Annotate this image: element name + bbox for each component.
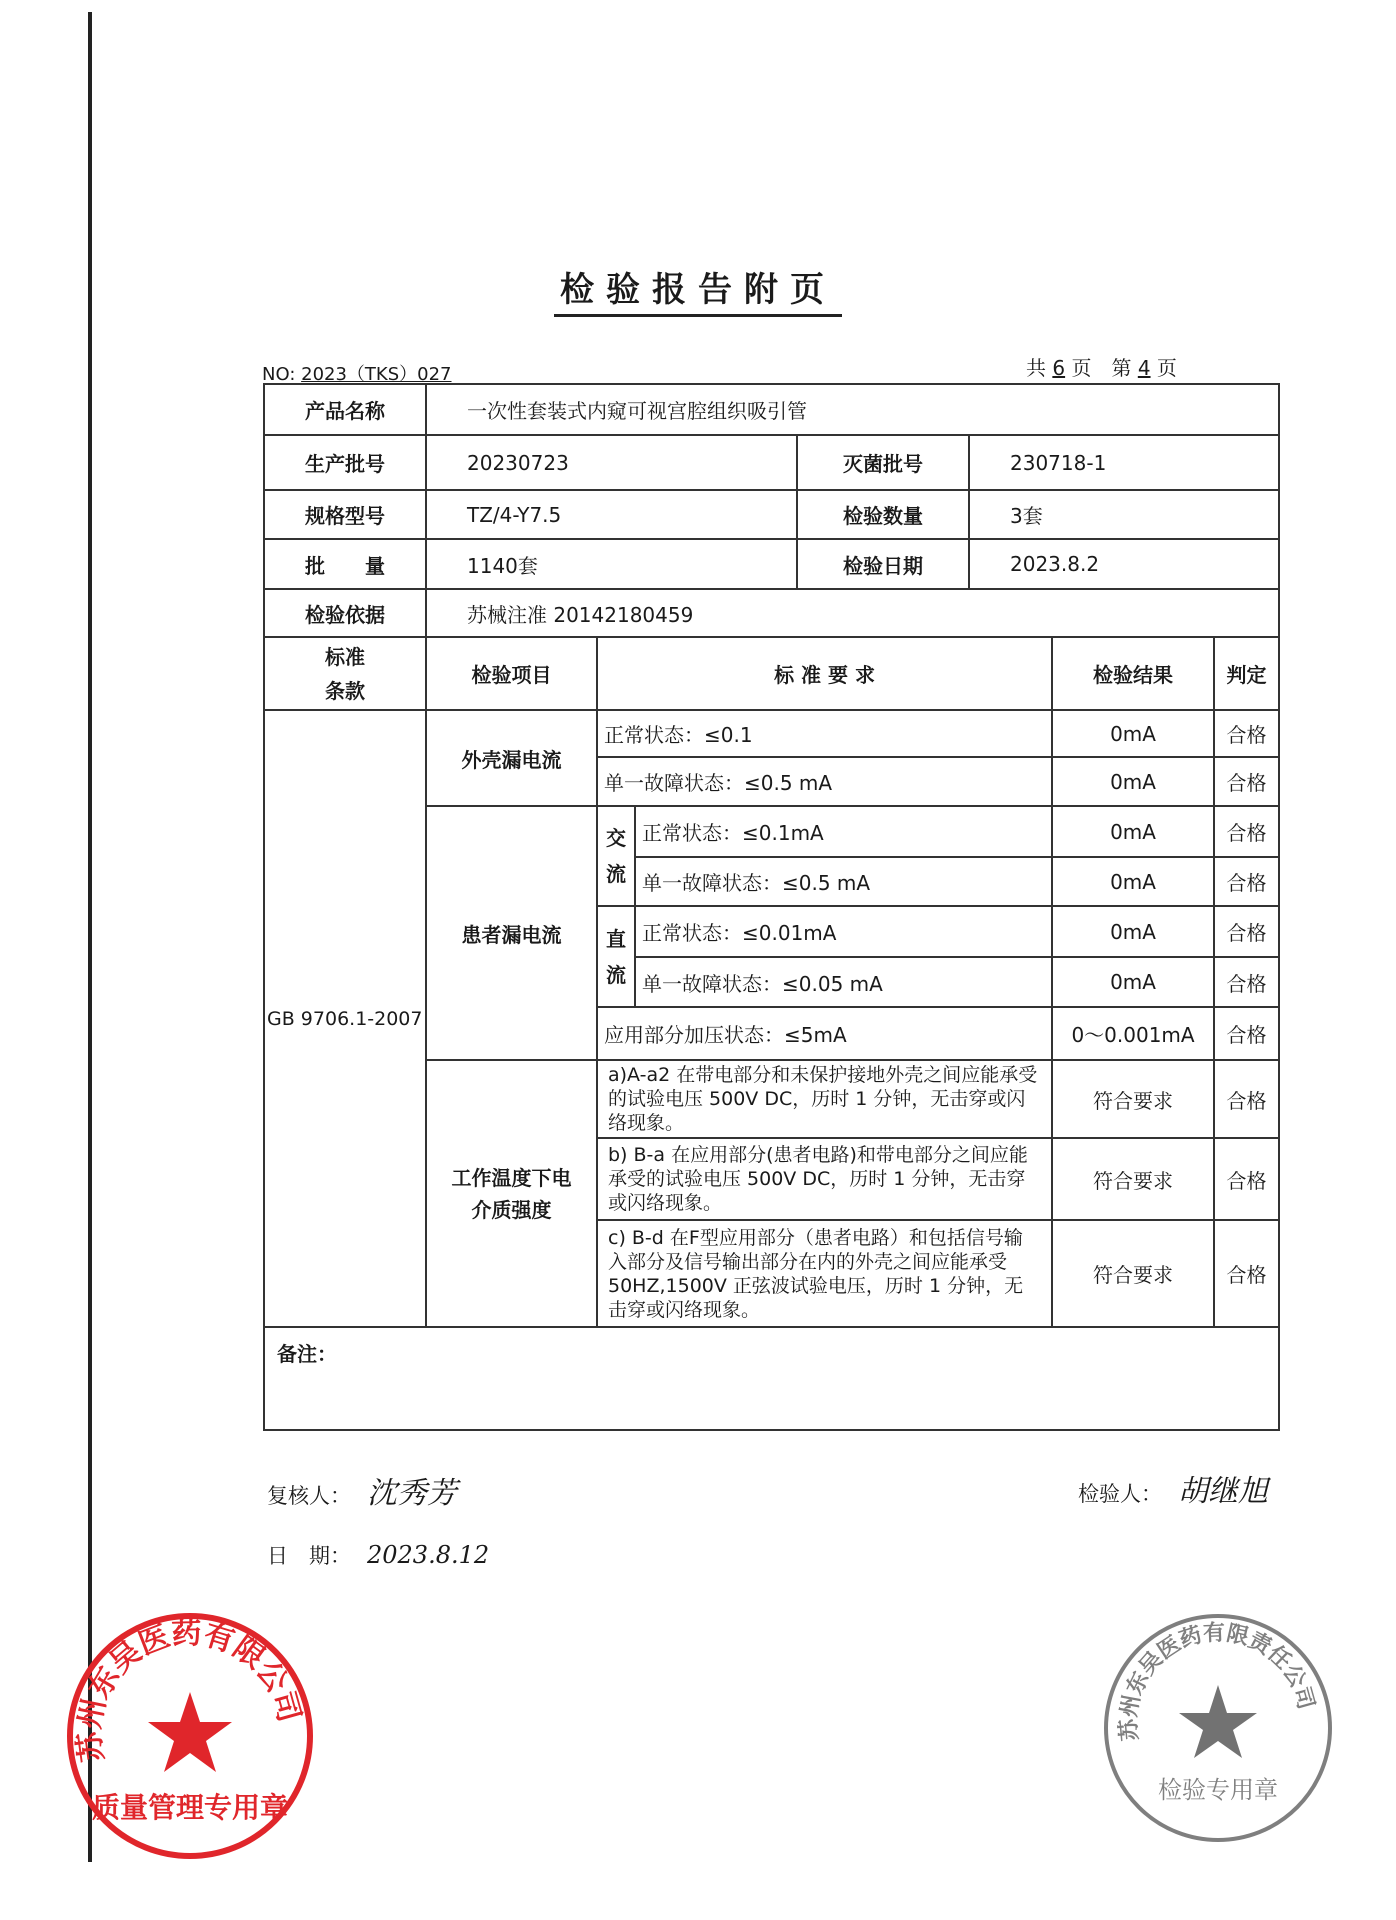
verdict: 合格 [1214, 710, 1279, 757]
inspector-signature: 胡继旭 [1178, 1474, 1268, 1509]
inspect-date: 2023.8.2 [969, 539, 1279, 589]
item-patient: 患者漏电流 [426, 806, 597, 1060]
current-page: 4 [1137, 356, 1151, 380]
footer-date [267, 1540, 489, 1570]
clause: GB 9706.1-2007 [264, 710, 426, 1327]
seal-ring-text: 苏州东吴医药有限公司 [72, 1616, 307, 1764]
label: 批 量 [264, 539, 426, 589]
header-verdict: 判定 [1214, 637, 1279, 710]
label: 规格型号 [264, 490, 426, 539]
seal-center-text: 质量管理专用章 [91, 1791, 289, 1824]
current-label: 第 [1111, 356, 1132, 380]
result: 符合要求 [1052, 1220, 1214, 1327]
quality-seal [64, 1610, 316, 1862]
results-table [263, 636, 1280, 1431]
verdict: 合格 [1214, 957, 1279, 1007]
result: 0mA [1052, 957, 1214, 1007]
item-enclosure: 外壳漏电流 [426, 710, 597, 806]
reviewer-label: 复核人： [267, 1484, 351, 1508]
label: 灭菌批号 [797, 435, 969, 490]
verdict: 合格 [1214, 1007, 1279, 1060]
req: 单一故障状态：≤0.5 mA [635, 857, 1052, 906]
req: 单一故障状态：≤0.05 mA [635, 957, 1052, 1007]
label: 检验日期 [797, 539, 969, 589]
label: 产品名称 [264, 384, 426, 435]
result: 符合要求 [1052, 1138, 1214, 1220]
unit: 页 [1156, 356, 1177, 380]
result: 0mA [1052, 857, 1214, 906]
result: 0～0.001mA [1052, 1007, 1214, 1060]
req: 正常状态：≤0.01mA [635, 906, 1052, 957]
reviewer [267, 1468, 457, 1512]
req: 应用部分加压状态：≤5mA [597, 1007, 1052, 1060]
verdict: 合格 [1214, 857, 1279, 906]
header-req: 标 准 要 求 [597, 637, 1052, 710]
total-label: 共 [1026, 356, 1046, 380]
date-label: 日 期： [267, 1544, 351, 1568]
label: 生产批号 [264, 435, 426, 490]
title-text: 检验报告附页 [554, 270, 842, 317]
req: a)A-a2 在带电部分和未保护接地外壳之间应能承受的试验电压 500V DC，历时 1 分钟，无击穿或闪络现象。 [597, 1060, 1052, 1138]
verdict: 合格 [1214, 1138, 1279, 1220]
seal-center-text: 检验专用章 [1158, 1776, 1278, 1804]
model: TZ/4-Y7.5 [426, 490, 797, 539]
item-dielectric: 工作温度下电介质强度 [426, 1060, 597, 1327]
product-name: 一次性套装式内窥可视宫腔组织吸引管 [426, 384, 1279, 435]
label: 检验依据 [264, 589, 426, 637]
inspection-seal [1100, 1610, 1336, 1846]
verdict: 合格 [1214, 806, 1279, 857]
sub-dc: 直流 [597, 906, 635, 1007]
info-table [263, 383, 1280, 638]
header-clause: 标准 条款 [264, 637, 426, 710]
header-result: 检验结果 [1052, 637, 1214, 710]
date-value: 2023.8.12 [367, 1541, 490, 1569]
req: b) B-a 在应用部分(患者电路)和带电部分之间应能承受的试验电压 500V DC，历时 1 分钟，无击穿或闪络现象。 [597, 1138, 1052, 1220]
verdict: 合格 [1214, 1060, 1279, 1138]
no-label: NO: [262, 364, 296, 385]
batch: 20230723 [426, 435, 797, 490]
result: 0mA [1052, 757, 1214, 806]
page-counter [1026, 352, 1177, 381]
result: 符合要求 [1052, 1060, 1214, 1138]
req: 正常状态：≤0.1 [597, 710, 1052, 757]
header-item: 检验项目 [426, 637, 597, 710]
req: c) B-d 在F型应用部分（患者电路）和包括信号输入部分及信号输出部分在内的外壳之间应能承受 50HZ,1500V 正弦波试验电压，历时 1 分钟，无击穿或闪络现象。 [597, 1220, 1052, 1327]
steril: 230718-1 [969, 435, 1279, 490]
label: 检验数量 [797, 490, 969, 539]
page-title [0, 262, 1396, 311]
sub-ac: 交流 [597, 806, 635, 906]
lot: 1140套 [426, 539, 797, 589]
reviewer-signature: 沈秀芳 [367, 1476, 457, 1511]
total-pages: 6 [1052, 356, 1066, 380]
qty: 3套 [969, 490, 1279, 539]
verdict: 合格 [1214, 906, 1279, 957]
result: 0mA [1052, 906, 1214, 957]
req: 正常状态：≤0.1mA [635, 806, 1052, 857]
inspector-label: 检验人： [1078, 1482, 1162, 1506]
inspector [1078, 1466, 1268, 1510]
verdict: 合格 [1214, 1220, 1279, 1327]
result: 0mA [1052, 806, 1214, 857]
unit: 页 [1071, 356, 1092, 380]
basis: 苏械注准 20142180459 [426, 589, 1279, 637]
verdict: 合格 [1214, 757, 1279, 806]
remarks: 备注： [264, 1327, 1279, 1430]
no-value: 2023（TKS）027 [301, 364, 452, 385]
seal-ring-text: 苏州东吴医药有限责任公司 [1116, 1620, 1319, 1742]
req: 单一故障状态：≤0.5 mA [597, 757, 1052, 806]
result: 0mA [1052, 710, 1214, 757]
